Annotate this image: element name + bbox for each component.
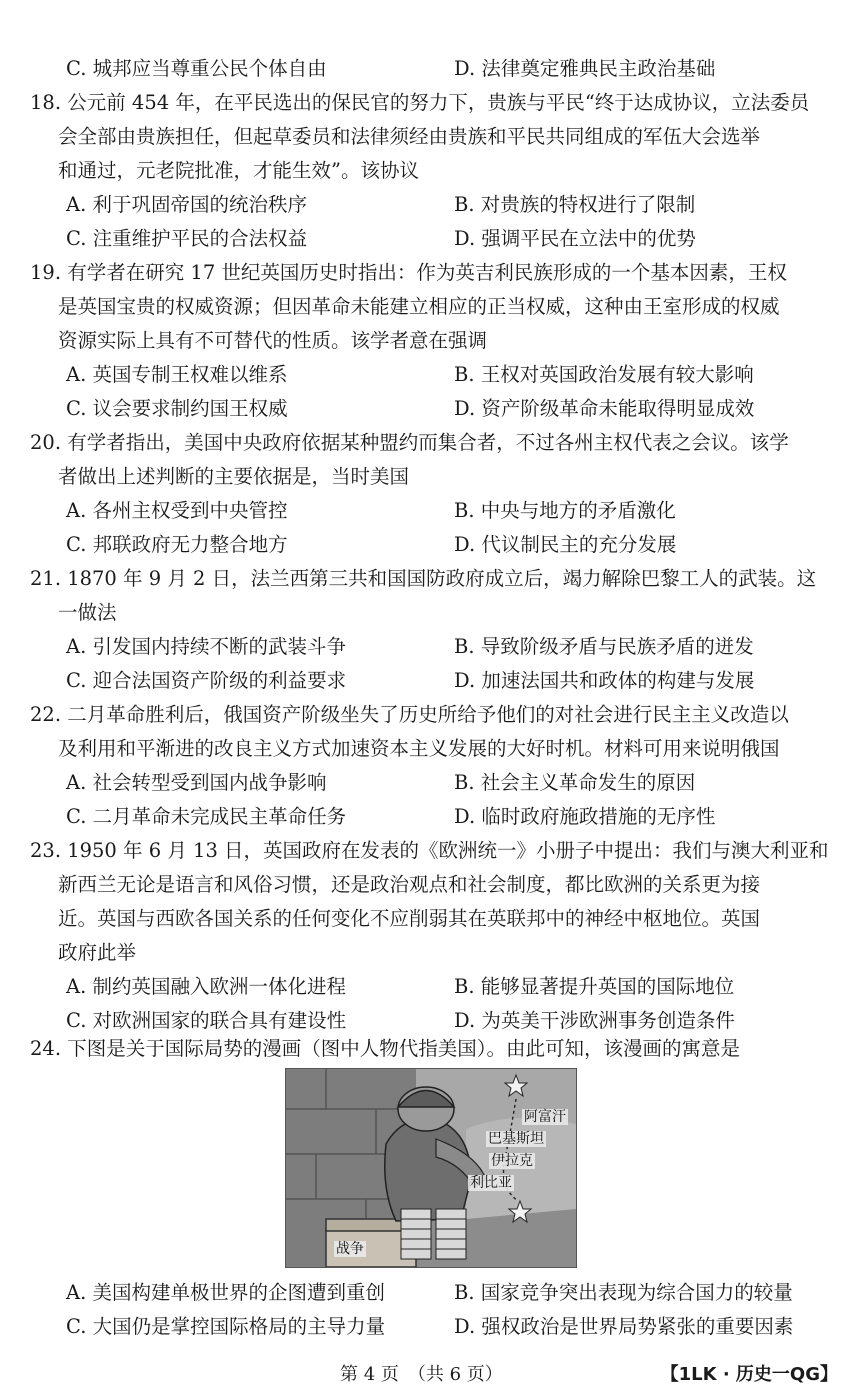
q18-stem-line2: 会全部由贵族担任，但起草委员和法律须经由贵族和平民共同组成的军伍大会选举 xyxy=(58,125,761,148)
q21-stem-line2: 一做法 xyxy=(58,601,117,624)
q24-option-c: C. 大国仍是掌控国际格局的主导力量 xyxy=(66,1315,386,1338)
political-cartoon-image xyxy=(285,1068,577,1268)
q23-option-c: C. 对欧洲国家的联合具有建设性 xyxy=(66,1009,347,1032)
q19-stem-line1: 19. 有学者在研究 17 世纪英国历史时指出：作为英吉利民族形成的一个基本因素，王权 xyxy=(30,261,787,284)
cartoon-label-war: 战争 xyxy=(336,1241,364,1257)
q23-option-b: B. 能够显著提升英国的国际地位 xyxy=(454,975,735,998)
q20-stem-line1: 20. 有学者指出，美国中央政府依据某种盟约而集合者，不过各州主权代表之会议。该学 xyxy=(30,431,789,454)
q21-option-b: B. 导致阶级矛盾与民族矛盾的迸发 xyxy=(454,635,754,658)
q20-option-d: D. 代议制民主的充分发展 xyxy=(454,533,677,556)
page-footer xyxy=(0,1360,860,1390)
q22-option-b: B. 社会主义革命发生的原因 xyxy=(454,771,696,794)
q17-option-d: D. 法律奠定雅典民主政治基础 xyxy=(454,57,716,80)
q18-option-c: C. 注重维护平民的合法权益 xyxy=(66,227,308,250)
q18-option-d: D. 强调平民在立法中的优势 xyxy=(454,227,696,250)
q21-option-c: C. 迎合法国资产阶级的利益要求 xyxy=(66,669,347,692)
q19-stem-line2: 是英国宝贵的权威资源；但因革命未能建立相应的正当权威，这种由王室形成的权威 xyxy=(58,295,780,318)
q22-option-a: A. 社会转型受到国内战争影响 xyxy=(66,771,327,794)
q24-option-a: A. 美国构建单极世界的企图遭到重创 xyxy=(66,1281,385,1304)
q18-option-a: A. 利于巩固帝国的统治秩序 xyxy=(66,193,307,216)
q23-option-a: A. 制约英国融入欧洲一体化进程 xyxy=(66,975,346,998)
q24-stem-line1: 24. 下图是关于国际局势的漫画（图中人物代指美国）。由此可知，该漫画的寓意是 xyxy=(30,1037,740,1060)
q21-option-d: D. 加速法国共和政体的构建与发展 xyxy=(454,669,755,692)
q22-stem-line1: 22. 二月革命胜利后，俄国资产阶级坐失了历史所给予他们的对社会进行民主主义改造以 xyxy=(30,703,789,726)
q24-option-d: D. 强权政治是世界局势紧张的重要因素 xyxy=(454,1315,794,1338)
q19-option-b: B. 王权对英国政治发展有较大影响 xyxy=(454,363,754,386)
q24-option-b: B. 国家竞争突出表现为综合国力的较量 xyxy=(454,1281,793,1304)
q20-option-a: A. 各州主权受到中央管控 xyxy=(66,499,288,522)
page-number: 第 4 页 （共 6 页） xyxy=(340,1364,503,1385)
q22-option-d: D. 临时政府施政措施的无序性 xyxy=(454,805,716,828)
cartoon-label-afghanistan: 阿富汗 xyxy=(524,1109,566,1125)
q18-option-b: B. 对贵族的特权进行了限制 xyxy=(454,193,696,216)
q19-stem-line3: 资源实际上具有不可替代的性质。该学者意在强调 xyxy=(58,329,488,352)
q23-stem-line4: 政府此举 xyxy=(58,941,137,964)
cartoon-label-iraq: 伊拉克 xyxy=(491,1153,533,1169)
q20-option-c: C. 邦联政府无力整合地方 xyxy=(66,533,288,556)
q21-option-a: A. 引发国内持续不断的武装斗争 xyxy=(66,635,346,658)
q19-option-a: A. 英国专制王权难以维系 xyxy=(66,363,288,386)
paper-code: 【1LK · 历史一QG】 xyxy=(660,1364,838,1385)
cartoon-label-libya: 利比亚 xyxy=(470,1175,512,1191)
q18-stem-line3: 和通过，元老院批准，才能生效”。该协议 xyxy=(58,159,419,182)
q20-stem-line2: 者做出上述判断的主要依据是，当时美国 xyxy=(58,465,410,488)
q19-option-d: D. 资产阶级革命未能取得明显成效 xyxy=(454,397,755,420)
q22-option-c: C. 二月革命未完成民主革命任务 xyxy=(66,805,347,828)
q23-stem-line2: 新西兰无论是语言和风俗习惯，还是政治观点和社会制度，都比欧洲的关系更为接 xyxy=(58,873,761,896)
cartoon-label-pakistan: 巴基斯坦 xyxy=(488,1131,544,1147)
q19-option-c: C. 议会要求制约国王权威 xyxy=(66,397,288,420)
q23-option-d: D. 为英美干涉欧洲事务创造条件 xyxy=(454,1009,735,1032)
q22-stem-line2: 及利用和平渐进的改良主义方式加速资本主义发展的大好时机。材料可用来说明俄国 xyxy=(58,737,780,760)
q20-option-b: B. 中央与地方的矛盾激化 xyxy=(454,499,676,522)
q21-stem-line1: 21. 1870 年 9 月 2 日，法兰西第三共和国国防政府成立后，竭力解除巴黎工人的武装。这 xyxy=(30,567,817,590)
q17-option-c: C. 城邦应当尊重公民个体自由 xyxy=(66,57,327,80)
q23-stem-line1: 23. 1950 年 6 月 13 日，英国政府在发表的《欧洲统一》小册子中提出：我们与澳大利亚和 xyxy=(30,839,829,862)
q18-stem-line1: 18. 公元前 454 年，在平民选出的保民官的努力下，贵族与平民“终于达成协议，立法委员 xyxy=(30,91,810,114)
q23-stem-line3: 近。英国与西欧各国关系的任何变化不应削弱其在英联邦中的神经中枢地位。英国 xyxy=(58,907,761,930)
